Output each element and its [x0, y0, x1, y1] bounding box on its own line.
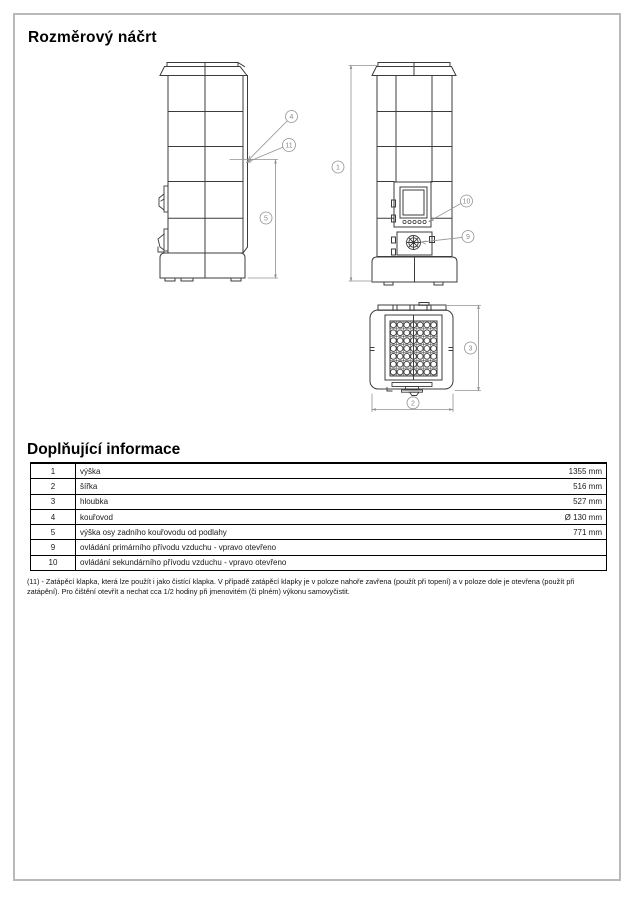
row-label: šířka	[80, 481, 98, 491]
row-number: 3	[31, 495, 76, 509]
svg-text:11: 11	[285, 142, 293, 150]
svg-text:2: 2	[411, 400, 415, 408]
row-label: hloubka	[80, 497, 109, 507]
table-row	[31, 463, 606, 478]
rosette-knob	[407, 236, 421, 250]
front-view-drawing	[372, 63, 457, 286]
table-row	[31, 539, 606, 554]
row-value: 516 mm	[573, 481, 602, 491]
dimensions-table	[30, 462, 607, 571]
front-view-dimensions	[332, 65, 474, 283]
svg-text:3: 3	[468, 345, 473, 353]
table-row	[31, 555, 606, 570]
table-row	[31, 509, 606, 524]
row-number: 4	[31, 510, 76, 524]
row-number: 2	[31, 479, 76, 493]
row-value: 527 mm	[573, 497, 602, 507]
section-title: Doplňující informace	[27, 441, 181, 458]
svg-text:4: 4	[289, 114, 294, 121]
table-row	[31, 478, 606, 493]
table-row	[31, 524, 606, 539]
page-title: Rozměrový náčrt	[28, 29, 157, 46]
top-view-drawing	[370, 303, 453, 396]
row-label: kouřovod	[80, 512, 113, 522]
row-value: 1355 mm	[568, 466, 602, 476]
firebox-door	[392, 182, 432, 227]
row-label: výška	[80, 466, 101, 476]
row-number: 10	[31, 556, 76, 570]
footnote-text: (11) - Zatápěcí klapka, která lze použít i jako čistící klapka. V případě zatápěcí klapky je v poloze nahoře zavřena (použít při topení) a v poloze dole je otevřena (použít při zatápění). Pro čištění otevřít a nechat cca 1/2 hodiny při jmenovitém (či plném) výkonu samovyčistit.	[27, 577, 575, 596]
ash-door	[392, 232, 435, 255]
side-view-dimensions	[230, 111, 298, 280]
row-label: ovládání sekundárního přívodu vzduchu - vpravo otevřeno	[80, 558, 287, 568]
row-label: ovládání primárního přívodu vzduchu - vpravo otevřeno	[80, 543, 277, 553]
side-door-handle	[158, 186, 168, 252]
row-value: 771 mm	[573, 527, 602, 537]
row-number: 1	[31, 464, 76, 478]
side-view-drawing	[158, 63, 248, 282]
air-control-knobs	[403, 220, 426, 223]
svg-text:5: 5	[264, 215, 268, 223]
svg-text:10: 10	[462, 198, 471, 206]
table-row	[31, 494, 606, 509]
row-label: výška osy zadního kouřovodu od podlahy	[80, 527, 227, 537]
row-value: Ø 130 mm	[564, 512, 602, 522]
svg-text:1: 1	[336, 164, 340, 172]
row-number: 9	[31, 540, 76, 554]
row-number: 5	[31, 525, 76, 539]
svg-text:9: 9	[466, 234, 470, 241]
